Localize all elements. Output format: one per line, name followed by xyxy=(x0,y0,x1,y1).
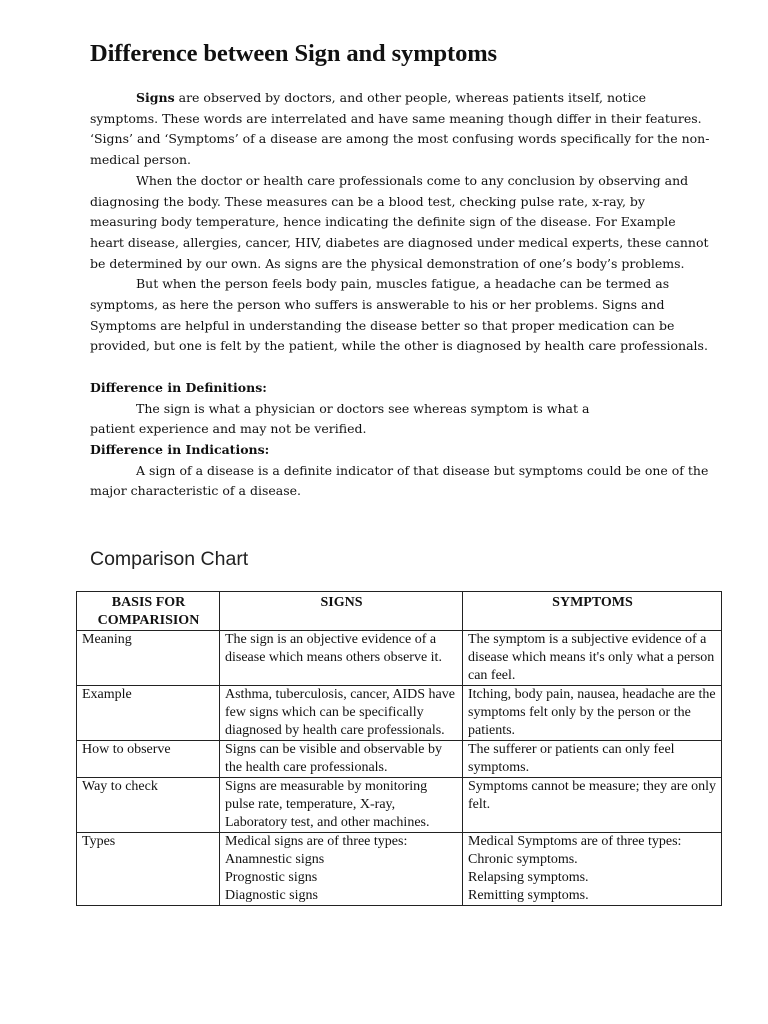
header-basis: BASIS FOR COMPARISION xyxy=(77,592,220,631)
table-header-row xyxy=(77,592,722,631)
page-title: Difference between Sign and symptoms xyxy=(90,40,497,67)
row-basis: How to observe xyxy=(77,741,220,778)
row-symptoms xyxy=(463,833,722,906)
table-row xyxy=(77,833,722,906)
symptoms-type-line: Remitting symptoms. xyxy=(468,888,589,903)
paragraph-gap xyxy=(90,357,710,378)
row-signs: The sign is an objective evidence of a disease which means others observe it. xyxy=(220,631,463,686)
row-symptoms: The sufferer or patients can only feel symptoms. xyxy=(463,741,722,778)
row-basis: Example xyxy=(77,686,220,741)
definitions-line-2: patient experience and may not be verified. xyxy=(90,421,367,437)
signs-type-line: Diagnostic signs xyxy=(225,888,318,903)
header-symptoms: SYMPTOMS xyxy=(463,592,722,631)
header-signs: SIGNS xyxy=(220,592,463,631)
definitions-heading: Difference in Definitions: xyxy=(90,379,267,395)
symptoms-type-line: Medical Symptoms are of three types: xyxy=(468,834,682,849)
symptoms-type-line: Chronic symptoms. xyxy=(468,852,578,867)
table-row xyxy=(77,741,722,778)
definitions-line-1: The sign is what a physician or doctors see whereas symptom is what a xyxy=(136,400,590,416)
row-symptoms: The symptom is a subjective evidence of a disease which means it's only what a person can feel. xyxy=(463,631,722,686)
symptoms-type-line: Relapsing symptoms. xyxy=(468,870,589,885)
comparison-chart-title: Comparison Chart xyxy=(90,548,249,570)
indications-heading: Difference in Indications: xyxy=(90,441,270,457)
comparison-table xyxy=(76,591,722,906)
intro-body xyxy=(90,88,710,502)
indications-text: A sign of a disease is a definite indicator of that disease but symptoms could be one of the major characteristic of a disease. xyxy=(90,462,709,499)
signs-type-line: Prognostic signs xyxy=(225,870,318,885)
row-signs: Asthma, tuberculosis, cancer, AIDS have few signs which can be specifically diagnosed by health care professionals. xyxy=(220,686,463,741)
table-row xyxy=(77,778,722,833)
table-row xyxy=(77,631,722,686)
row-symptoms: Itching, body pain, nausea, headache are the symptoms felt only by the person or the patients. xyxy=(463,686,722,741)
row-basis: Meaning xyxy=(77,631,220,686)
row-signs xyxy=(220,833,463,906)
row-symptoms: Symptoms cannot be measure; they are only felt. xyxy=(463,778,722,833)
table-row xyxy=(77,686,722,741)
intro-paragraph-2: When the doctor or health care professionals come to any conclusion by observing and diagnosing the body. These measures can be a blood test, checking pulse rate, x-ray, by measuring body temperature, hence indicating the definite sign of the disease. For Example heart disease, allergies, cancer, HIV, diabetes are diagnosed under medical experts, these cannot be determined by our own. As signs are the physical demonstration of one’s body’s problems. xyxy=(90,172,709,271)
signs-lead-word: Signs xyxy=(136,90,175,105)
row-signs: Signs can be visible and observable by the health care professionals. xyxy=(220,741,463,778)
row-signs: Signs are measurable by monitoring pulse rate, temperature, X-ray, Laboratory test, and other machines. xyxy=(220,778,463,833)
row-basis: Types xyxy=(77,833,220,906)
signs-type-line: Medical signs are of three types: xyxy=(225,834,408,849)
intro-paragraph-1-text: are observed by doctors, and other people, whereas patients itself, notice symptoms. These words are interrelated and have same meaning though differ in their features. ‘Signs’ and ‘Symptoms’ of a disease are among the most confusing words specifically for the non-medical person. xyxy=(90,90,710,168)
intro-paragraph-1 xyxy=(90,88,710,171)
intro-paragraph-3: But when the person feels body pain, muscles fatigue, a headache can be termed as symptoms, as here the person who suffers is answerable to his or her problems. Signs and Symptoms are helpful in understanding the disease better so that proper medication can be provided, but one is felt by the patient, while the other is diagnosed by health care professionals. xyxy=(90,276,708,354)
signs-type-line: Anamnestic signs xyxy=(225,852,325,867)
row-basis: Way to check xyxy=(77,778,220,833)
